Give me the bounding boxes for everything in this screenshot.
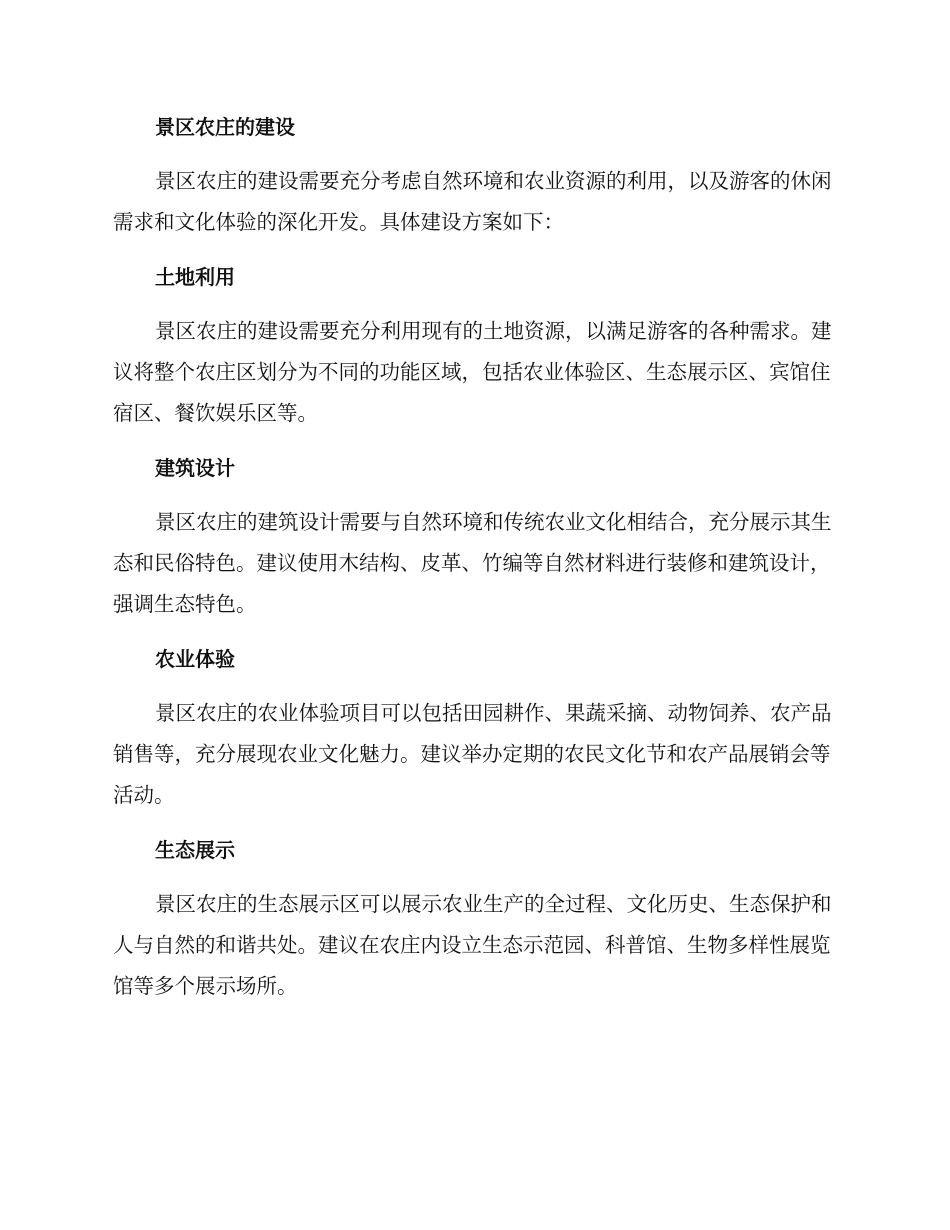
section-heading: 建筑设计 — [155, 456, 235, 480]
section-paragraph: 景区农庄的建设需要充分利用现有的土地资源，以满足游客的各种需求。建议将整个农庄区划分为不同的功能区域，包括农业体验区、生态展示区、宾馆住宿区、餐饮娱乐区等。 — [113, 319, 832, 425]
section-paragraph: 景区农庄的生态展示区可以展示农业生产的全过程、文化历史、生态保护和人与自然的和谐共处。建议在农庄内设立生态示范园、科普馆、生物多样性展览馆等多个展示场所。 — [113, 892, 832, 998]
section-heading: 景区农庄的建设 — [155, 115, 295, 139]
section-paragraph: 景区农庄的农业体验项目可以包括田园耕作、果蔬采摘、动物饲养、农产品销售等，充分展现农业文化魅力。建议举办定期的农民文化节和农产品展销会等活动。 — [113, 701, 832, 807]
section-architecture — [113, 448, 833, 625]
section-heading: 生态展示 — [155, 838, 235, 862]
section-paragraph: 景区农庄的建设需要充分考虑自然环境和农业资源的利用，以及游客的休闲需求和文化体验的深化开发。具体建设方案如下： — [113, 169, 832, 234]
section-heading: 土地利用 — [155, 265, 235, 289]
section-land-use — [113, 257, 833, 434]
section-heading: 农业体验 — [155, 647, 235, 671]
section-construction — [113, 107, 833, 243]
document-body — [113, 107, 833, 1007]
section-paragraph: 景区农庄的建筑设计需要与自然环境和传统农业文化相结合，充分展示其生态和民俗特色。建议使用木结构、皮革、竹编等自然材料进行装修和建筑设计，强调生态特色。 — [113, 510, 832, 616]
section-agri-experience — [113, 639, 833, 816]
section-eco-display — [113, 830, 833, 1007]
